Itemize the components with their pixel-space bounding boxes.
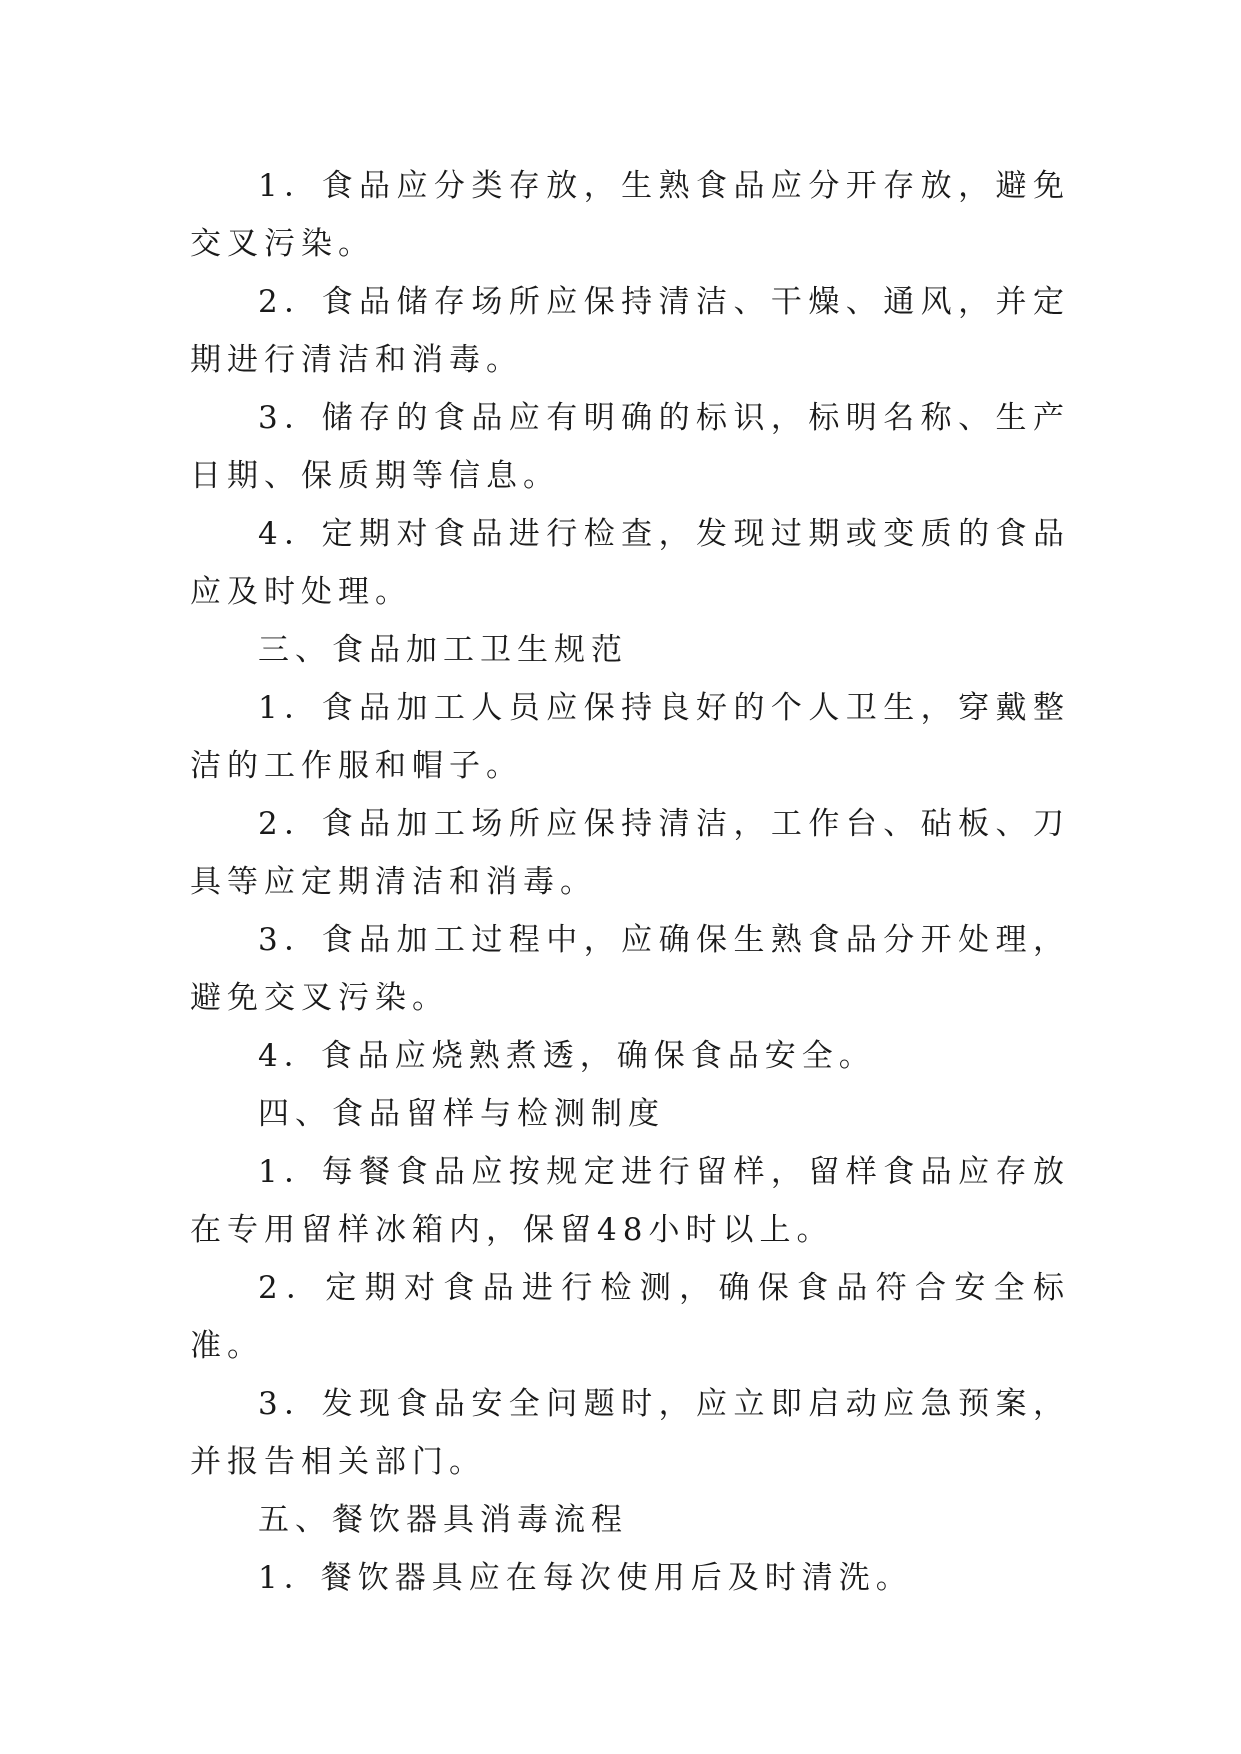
paragraph-disinfection-1: 1．餐饮器具应在每次使用后及时清洗。 xyxy=(258,1560,913,1596)
paragraph-processing-3: 3．食品加工过程中，应确保生熟食品分开处理，避免交叉污染。 xyxy=(190,922,1070,1016)
section-heading-sampling: 四、食品留样与检测制度 xyxy=(258,1096,665,1132)
paragraph-storage-2: 2．食品储存场所应保持清洁、干燥、通风，并定期进行清洁和消毒。 xyxy=(190,284,1070,378)
paragraph-storage-3: 3．储存的食品应有明确的标识，标明名称、生产日期、保质期等信息。 xyxy=(190,400,1070,494)
paragraph-sampling-1: 1．每餐食品应按规定进行留样，留样食品应存放在专用留样冰箱内，保留48小时以上。 xyxy=(190,1154,1070,1248)
paragraph-processing-2: 2．食品加工场所应保持清洁，工作台、砧板、刀具等应定期清洁和消毒。 xyxy=(190,806,1070,900)
paragraph-storage-4: 4．定期对食品进行检查，发现过期或变质的食品应及时处理。 xyxy=(190,516,1070,610)
section-heading-processing: 三、食品加工卫生规范 xyxy=(258,632,628,668)
document-body xyxy=(190,157,1070,1607)
paragraph-processing-1: 1．食品加工人员应保持良好的个人卫生，穿戴整洁的工作服和帽子。 xyxy=(190,690,1070,784)
paragraph-sampling-2: 2．定期对食品进行检测，确保食品符合安全标准。 xyxy=(190,1270,1070,1364)
paragraph-storage-1: 1．食品应分类存放，生熟食品应分开存放，避免交叉污染。 xyxy=(190,168,1070,262)
paragraph-processing-4: 4．食品应烧熟煮透，确保食品安全。 xyxy=(258,1038,876,1074)
paragraph-sampling-3: 3．发现食品安全问题时，应立即启动应急预案，并报告相关部门。 xyxy=(190,1386,1070,1480)
section-heading-disinfection: 五、餐饮器具消毒流程 xyxy=(258,1502,628,1538)
